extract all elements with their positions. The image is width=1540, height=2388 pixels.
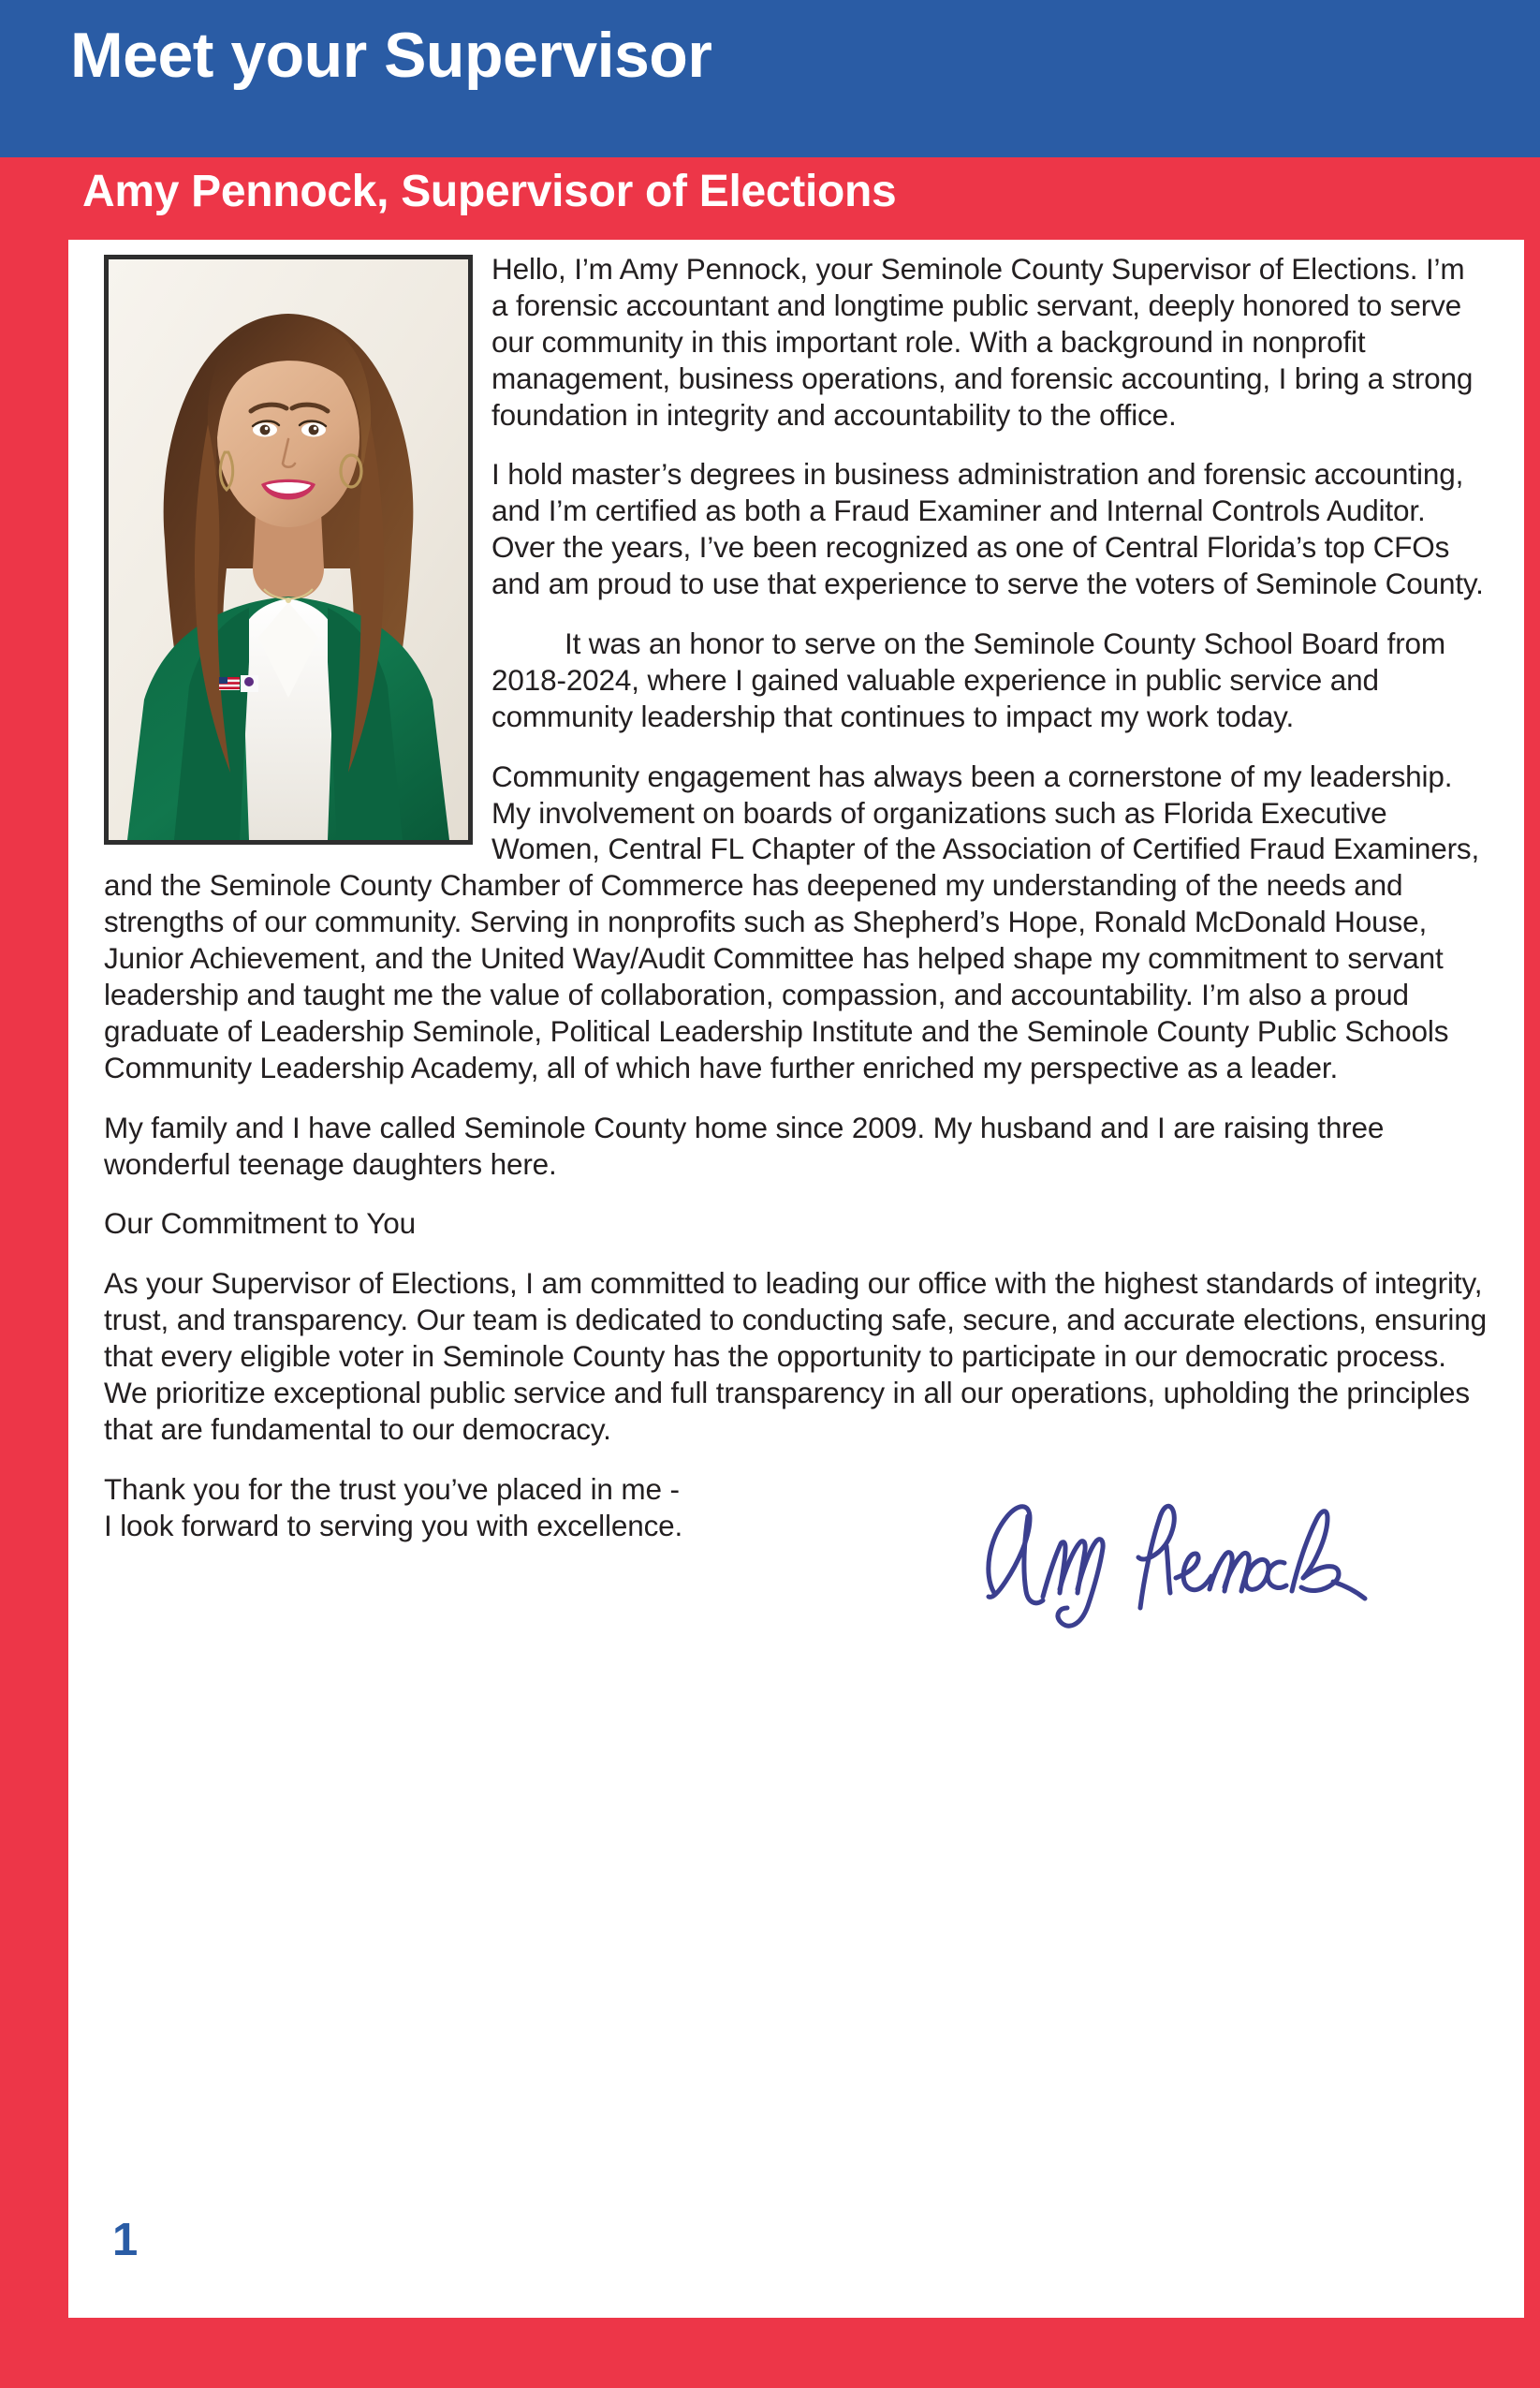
- closing-line-2: I look forward to serving you with excellence.: [104, 1508, 683, 1542]
- closing-line-1: Thank you for the trust you’ve placed in me -: [104, 1471, 680, 1506]
- supervisor-portrait-photo: [104, 255, 473, 845]
- signature-amy-pennock: [974, 1488, 1376, 1633]
- page-number: 1: [112, 2215, 139, 2265]
- commitment-heading: Our Commitment to You: [104, 1206, 416, 1241]
- page-subtitle: Amy Pennock, Supervisor of Elections: [82, 167, 897, 216]
- signature-mark: [974, 1488, 1376, 1633]
- closing-row: [104, 1471, 1489, 1649]
- paragraph-family: My family and I have called Seminole County home since 2009. My husband and I are raising three wonderful teenage daughters here.: [104, 1110, 1385, 1181]
- seal-lapel-pin: [241, 675, 258, 692]
- paragraph-credentials: I hold master’s degrees in business administration and forensic accounting, and I’m certified as both a Fraud Examiner and Internal Controls Auditor. Over the years, I’ve been recognized as one of Central Florida’s top CFOs and am proud to use that experience to serve the voters of Seminole County.: [491, 457, 1484, 601]
- paragraph-school-board: It was an honor to serve on the Seminole County School Board from 2018-2024, where I gained valuable experience in public service and community leadership that continues to impact my work today.: [491, 626, 1446, 733]
- paragraph-commitment: As your Supervisor of Elections, I am committed to leading our office with the highest standards of integrity, trust, and transparency. Our team is dedicated to conducting safe, secure, and accurate elections, ensuring that every eligible voter in Seminole County has the opportunity to participate in our democratic process. We prioritize exceptional public service and full transparency in all our operations, upholding the principles that are fundamental to our democracy.: [104, 1266, 1487, 1446]
- page-title: Meet your Supervisor: [70, 20, 712, 91]
- paragraph-community: Community engagement has always been a cornerstone of my leadership. My involvement on boards of organizations such as Florida Executive Women, Central FL Chapter of the Association of Certified Fraud Examiners, and the Seminole County Chamber of Commerce has deepened my understanding of the needs and strengths of our community. Serving in nonprofits such as Shepherd’s Hope, Ronald McDonald House, Junior Achievement, and the United Way/Audit Committee has helped shape my commitment to servant leadership and taught me the value of collaboration, compassion, and accountability. I’m also a proud graduate of Leadership Seminole, Political Leadership Institute and the Seminole County Public Schools Community Leadership Academy, all of which have further enriched my perspective as a leader.: [104, 759, 1480, 1084]
- portrait-illustration: [109, 259, 468, 840]
- content-card: [68, 240, 1524, 2318]
- paragraph-intro: Hello, I’m Amy Pennock, your Seminole County Supervisor of Elections. I’m a forensic accountant and longtime public servant, deeply honored to serve our community in this important role. With a background in nonprofit management, business operations, and forensic accounting, I bring a strong foundation in integrity and accountability to the office.: [491, 252, 1474, 432]
- content-inner: [68, 240, 1524, 2318]
- us-flag-lapel-pin: [219, 677, 240, 690]
